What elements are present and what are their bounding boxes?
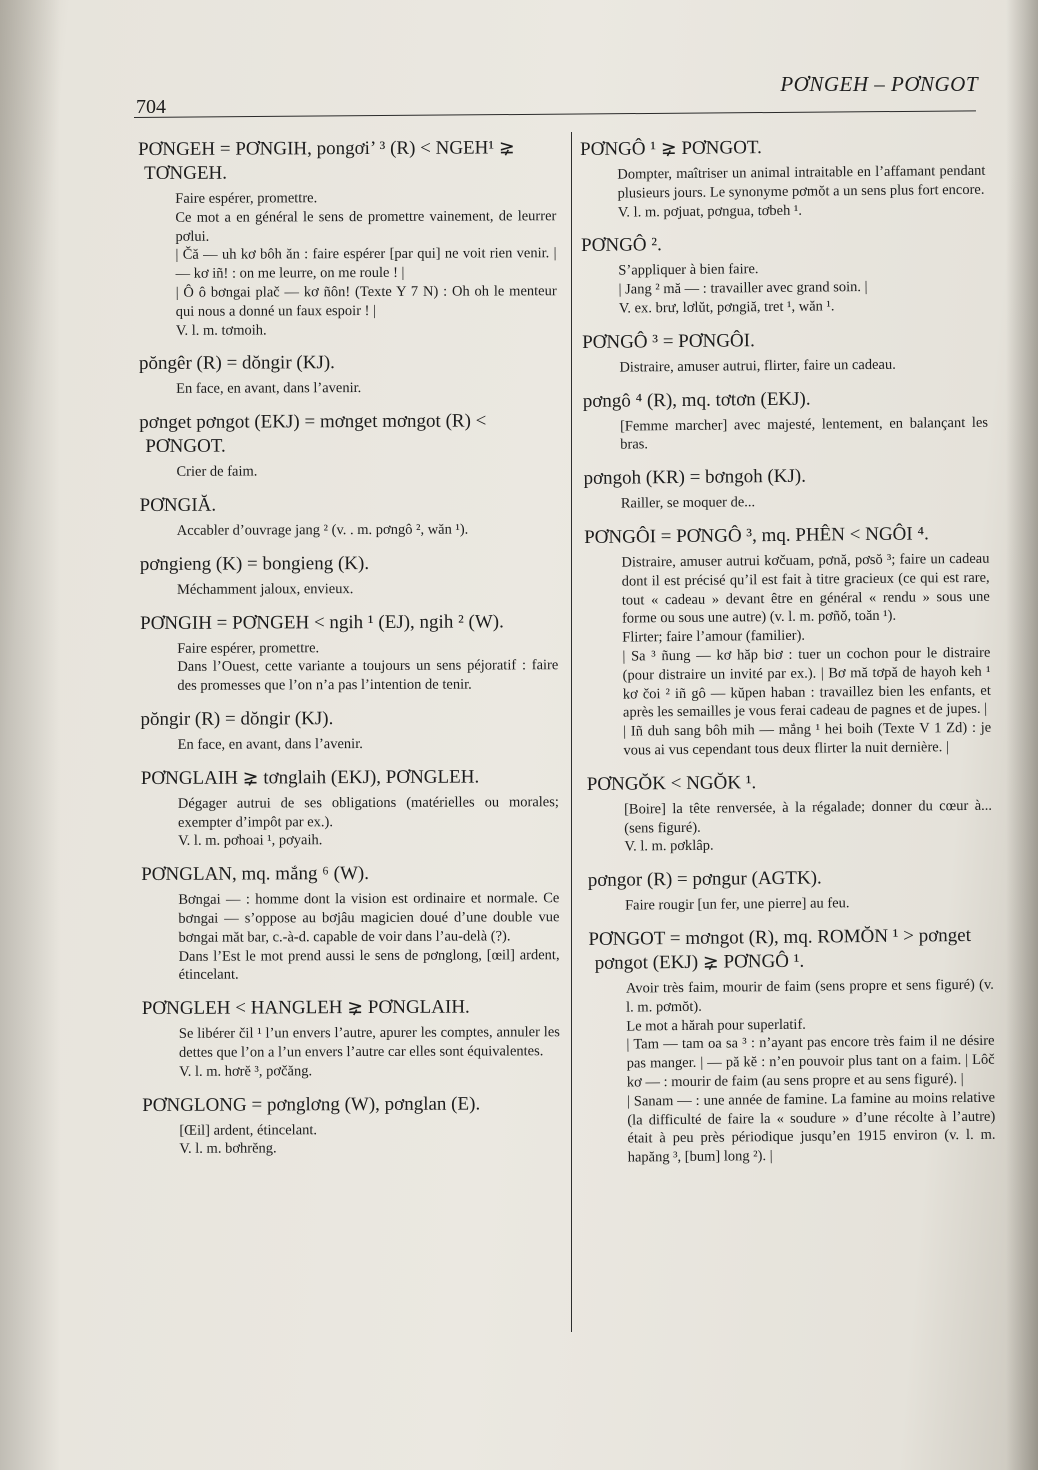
entry-definition [142,1023,560,1081]
entry-headword: pŏngir (R) = dŏngir (KJ). [140,708,334,730]
left-column [138,136,561,1171]
entry-definition [141,889,559,985]
dictionary-entry [142,1092,560,1159]
entry-definition [138,188,557,340]
column-divider [571,132,572,1332]
entry-definition [584,491,989,514]
entry-headword: PƠNGIĂ. [139,494,217,516]
header-rule [134,110,976,118]
entry-definition [139,379,557,400]
definition-line: Faire espérer, promettre. [177,639,320,657]
entry-definition [139,461,557,482]
definition-line: S’appliquer à bien faire. [618,261,759,279]
entry-headword: PƠNGIH = PƠNGEH < ngih ¹ (EJ), ngih ² (W). [140,610,504,634]
definition-line: Dans l’Est le mot prend aussi le sens de pơnglong, [œil] ardent, étincelant. [178,946,560,984]
dictionary-entry [581,230,987,319]
definition-line: Le mot a hărah pour superlatif. [626,1016,806,1035]
dictionary-entry [141,765,559,851]
definition-line: | Čă — uh kơ bôh ăn : faire espérer [par qui] ne voit rien venir. | — kơ iñ! : on me leurre, on me roule ! | [175,245,557,283]
definition-line: Dans l’Ouest, cette variante a toujours un sens péjoratif : faire des promesses que l’on n’a pas l’intention de tenir. [177,657,559,694]
entry-headword: PƠNGŎK < NGŎK ¹. [586,771,757,795]
entry-definition [140,579,558,600]
definition-line: V. l. m. pơjuat, pơngua, tơbeh ¹. [617,202,803,221]
definition-line: Railler, se moquer de... [620,494,756,512]
definition-line: Distraire, amuser autrui kơčuam, pơnă, pơsŏ ³; faire un cadeau dont il est précisé qu’il est fait à titre gracieux (ce qui est rare, tout « cadeau » devant être en général « rendu » sous une forme ou sous une autre) (v. l. m. pơñŏ, toăn ¹). [621,550,990,627]
definition-line: V. l. m. tơmoih. [175,322,267,339]
entry-headword: PƠNGLAN, mq. mắng ⁶ (W). [141,863,369,886]
entry-headword: pơnget pơngot (EKJ) = mơnget mơngot (R) < PƠNGOT. [139,410,487,458]
definition-line: | Sanam — : une année de famine. La famine au moins relative (la difficulté de faire la « soudure » d’une récolte à l’autre) était à peu près périodique jusqu’en 1915 environ (v. l. m. hapăng ³, [bum] long ²). | [627,1089,996,1166]
entry-headword: PƠNGÔ ². [581,234,662,257]
page-number: 704 [136,96,166,118]
entry-definition [582,355,987,378]
dictionary-entry [583,463,988,514]
definition-line: Faire espérer, promettre. [175,190,318,207]
entry-headword: PƠNGÔ ¹ ⪈ PƠNGOT. [580,137,762,160]
definition-line: Dégager autrui de ses obligations (matérielles ou morales; exempter d’impôt par ex.). [177,793,559,831]
page-edge-shadow [1006,0,1038,1470]
definition-line: [Œil] ardent, étincelant. [179,1121,318,1139]
entry-headword: pŏngêr (R) = dŏngir (KJ). [138,352,335,375]
dictionary-entry [583,385,989,455]
definition-line: Méchamment jaloux, envieux. [176,580,354,598]
dictionary-entry [138,136,557,340]
definition-line: Crier de faim. [176,463,258,481]
definition-line: V. ex. brư, lơlŭt, pơngiă, tret ¹, wăn ¹. [618,298,835,317]
entry-definition [580,162,986,223]
entry-headword: PƠNGÔI = PƠNGÔ ³, mq. PHÊN < NGÔI ⁴. [584,523,929,548]
dictionary-entry [140,551,558,600]
entry-headword: PƠNGÔ ³ = PƠNGÔI. [582,329,755,353]
definition-line: Bơngai — : homme dont la vision est ordinaire et normale. Ce bơngai — s’oppose au bơjâu magicien doué d’une double vue bơngai măt bar, c.-à-d. capable de voir dans l’au-delà (?). [178,890,560,946]
definition-line: | Iñ duh sang bôh mih — mắng ¹ hei boih (Texte V 1 Zd) : je vous ai vus cependant tous deux flirter la nuit dernière. | [623,719,992,759]
definition-line: | Tam — tam oa sa ³ : n’ayant pas encore très faim il ne désire pas manger. | — pă kĕ : n’en pouvoir plus tant on a faim. | Lôč kơ — : mourir de faim (au sens propre et au sens figuré). | [626,1033,995,1091]
entry-definition [142,1120,560,1159]
dictionary-entry [139,351,557,400]
entry-definition [587,796,993,857]
dictionary-entry [580,134,986,223]
entry-definition [140,638,558,696]
entry-definition [583,413,988,455]
definition-line: Distraire, amuser autrui, flirter, faire un cadeau. [619,356,896,376]
right-column [580,134,996,1180]
dictionary-entry [141,861,560,985]
entry-definition [141,734,559,755]
entry-definition [584,550,991,761]
definition-line: [Boire] la tête renversée, à la régalade; donner du cœur à... (sens figuré). [623,797,993,837]
definition-line: | Ô ô bơngai plač — kơ ñôn! (Texte Y 7 N) : Oh oh le menteur qui nous a donné un faux espoir ! | [175,283,557,320]
dictionary-entry [142,995,560,1081]
definition-line: Faire rougir [un fer, une pierre] au feu. [624,895,850,914]
definition-line: V. l. m. hơrĕ ³, pơčăng. [179,1062,313,1080]
entry-headword: pơngieng (K) = bongieng (K). [139,552,370,575]
definition-line: | Jang ² mă — : travailler avec grand soin. | [618,279,868,298]
definition-line: En face, en avant, dans l’avenir. [177,735,363,753]
definition-line: Flirter; faire l’amour (familier). [622,627,806,646]
entry-definition [141,793,559,851]
dictionary-entry [587,768,993,857]
definition-line: Accabler d’ouvrage jang ² (v. . m. pơngô ², wăn ¹). [176,521,469,539]
entry-definition [581,258,987,319]
definition-line: V. l. m. bơhrĕng. [179,1140,277,1158]
binding-shadow [0,0,60,1470]
dictionary-entry [588,924,995,1168]
dictionary-entry [140,610,558,696]
entry-headword: pơngô ⁴ (R), mq. tơtơn (EKJ). [582,388,811,412]
entry-definition [588,893,993,916]
definition-line: En face, en avant, dans l’avenir. [176,380,362,398]
entry-headword: PƠNGOT = mơngot (R), mq. ROMŎN ¹ > pơnget pơngot (EKJ) ⪈ PƠNGÔ ¹. [588,924,972,974]
dictionary-entry [140,492,558,541]
entry-headword: PƠNGLAIH ⪈ tơnglaih (EKJ), PƠNGLEH. [140,766,480,789]
definition-line: [Femme marcher] avec majesté, lentement, en balançant les bras. [619,414,989,453]
definition-line: V. l. m. pơhoai ¹, pơyaih. [178,832,323,850]
dictionary-entry [584,522,991,761]
definition-line: V. l. m. pơklâp. [624,837,714,855]
definition-line: Ce mot a en général le sens de promettre vainement, de leurrer pơlui. [175,207,557,245]
entry-headword: PƠNGLONG = pơnglơng (W), pơnglan (E). [142,1093,481,1116]
dictionary-entry [582,327,987,378]
entry-headword: PƠNGEH = PƠNGIH, pongơi’ ³ (R) < NGEH¹ ⪈ TƠNGEH. [138,137,515,184]
dictionary-entry [588,865,993,916]
dictionary-entry [139,409,557,482]
entry-headword: PƠNGLEH < HANGLEH ⪈ PƠNGLAIH. [141,996,470,1020]
entry-definition [140,520,558,541]
definition-line: | Sa ³ ñung — kơ hăp biơ : tuer un cochon pour le distraire (pour distraire un invité par ex.). | Bơ mă tơpă de hayoh keh ¹ kơ čoi ² iñ gô — kŭpen haban : travaillez bien les enfants, et après les semailles je vous ferai cadeau de pagnes et de jupes. | [622,644,991,721]
entry-definition [589,976,996,1168]
running-head: PƠNGEH – PƠNGOT [780,72,978,96]
entry-headword: pơngor (R) = pơngur (AGTK). [587,867,822,892]
definition-line: Se libérer čil ¹ l’un envers l’autre, apurer les comptes, annuler les dettes que l’on a l’un envers l’autre car elles sont équivalentes. [178,1024,560,1061]
definition-line: Avoir très faim, mourir de faim (sens propre et sens figuré) (v. l. m. pơmŏt). [625,976,994,1016]
entry-headword: pơngoh (KR) = bơngoh (KJ). [583,465,807,490]
definition-line: Dompter, maîtriser un animal intraitable en l’affamant pendant plusieurs jours. Le synonyme pơmŏt a un sens plus fort encore. [617,162,986,202]
dictionary-entry [140,706,558,755]
